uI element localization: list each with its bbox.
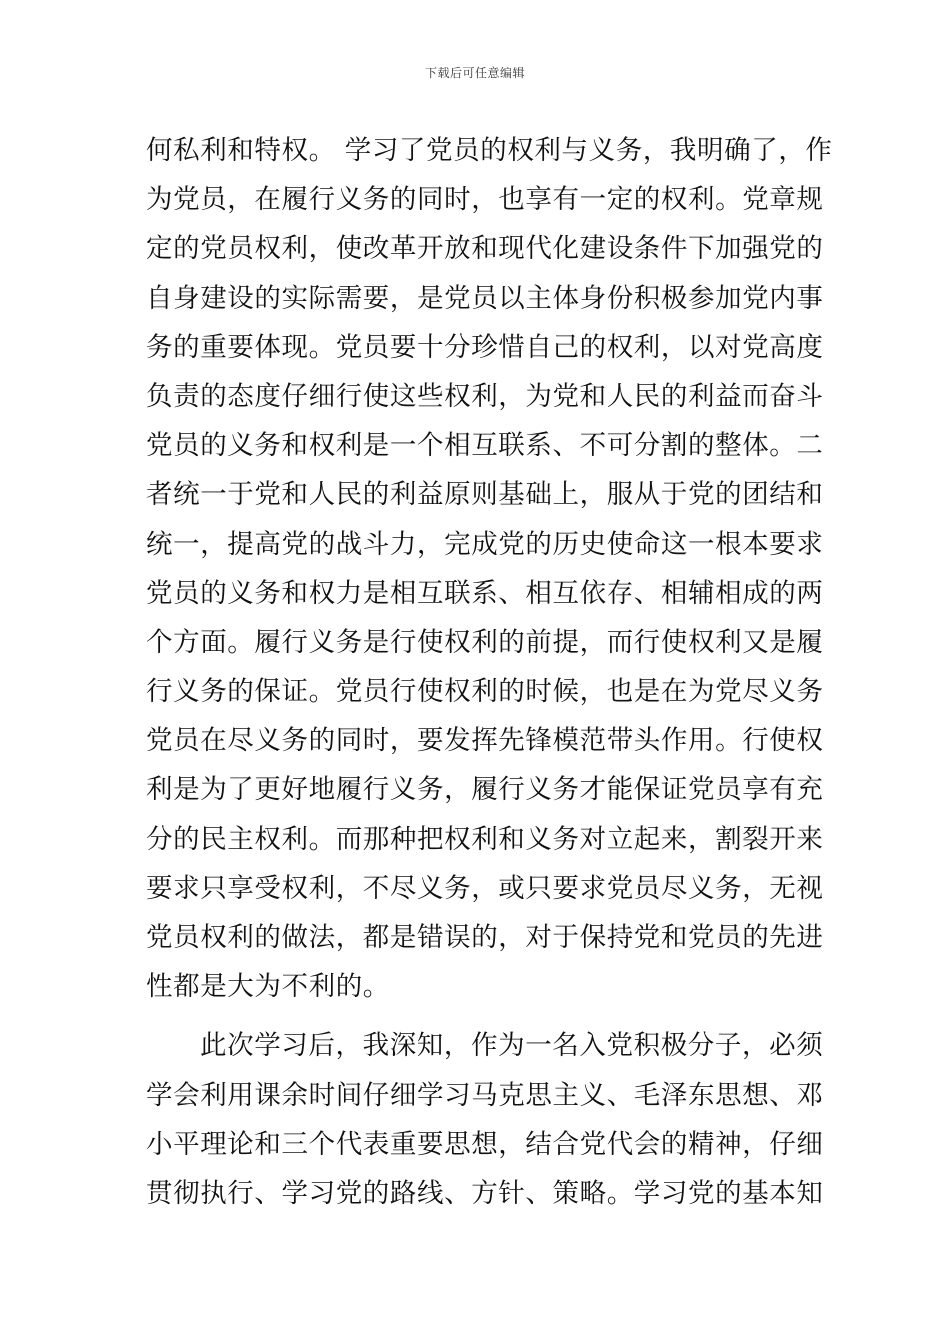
text-line: 小平理论和三个代表重要思想，结合党代会的精神，仔细: [146, 1128, 824, 1160]
text-line: 自身建设的实际需要，是党员以主体身份积极参加党内事: [146, 282, 824, 314]
text-line: 党员权利的做法，都是错误的，对于保持党和党员的先进: [146, 922, 824, 953]
text-line: 何私利和特权。 学习了党员的权利与义务，我明确了，作: [146, 135, 833, 166]
text-line: 学会利用课余时间仔细学习马克思主义、毛泽东思想、邓: [146, 1079, 824, 1111]
text-line-indented: 此次学习后，我深知，作为一名入党积极分子，必须: [200, 1030, 824, 1062]
page-header-note: 下载后可任意编辑: [424, 66, 525, 80]
text-line: 统一，提高党的战斗力，完成党的历史使命这一根本要求: [146, 528, 824, 560]
text-line: 党员的义务和权利是一个相互联系、不可分割的整体。二: [146, 430, 824, 462]
text-line: 贯彻执行、学习党的路线、方针、策略。学习党的基本知: [146, 1177, 824, 1209]
text-line: 利是为了更好地履行义务，履行义务才能保证党员享有充: [146, 774, 824, 806]
text-line: 党员在尽义务的同时，要发挥先锋模范带头作用。行使权: [146, 725, 824, 757]
text-line: 分的民主权利。而那种把权利和义务对立起来，割裂开来: [146, 823, 824, 855]
paragraph-gap: [146, 1011, 806, 1021]
paragraph-2: [146, 1021, 824, 1218]
text-line: 党员的义务和权力是相互联系、相互依存、相辅相成的两: [146, 577, 824, 609]
text-line: 者统一于党和人民的利益原则基础上，服从于党的团结和: [146, 479, 824, 511]
text-line: 要求只享受权利，不尽义务，或只要求党员尽义务，无视: [146, 872, 824, 904]
text-line: 性都是大为不利的。: [146, 971, 390, 1003]
document-body: [146, 126, 833, 1218]
text-line: 负责的态度仔细行使这些权利，为党和人民的利益而奋斗: [146, 380, 824, 412]
text-line: 为党员，在履行义务的同时，也享有一定的权利。党章规: [146, 184, 824, 216]
paragraph-1: [146, 126, 833, 1011]
text-line: 定的党员权利，使改革开放和现代化建设条件下加强党的: [146, 233, 824, 265]
text-line: 行义务的保证。党员行使权利的时候，也是在为党尽义务: [146, 676, 824, 708]
text-line: 个方面。履行义务是行使权利的前提，而行使权利又是履: [146, 626, 824, 658]
text-line: 务的重要体现。党员要十分珍惜自己的权利，以对党高度: [146, 331, 824, 363]
